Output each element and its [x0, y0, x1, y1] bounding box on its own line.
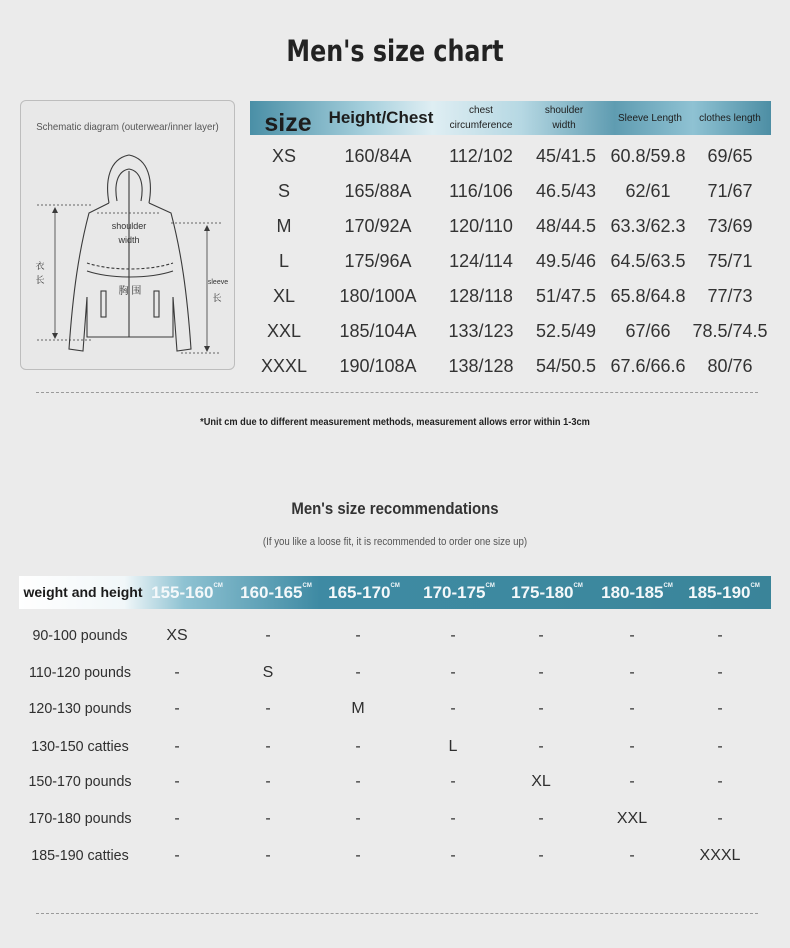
shoulder-width-label: shoulder width [111, 221, 147, 245]
header-weight-height: weight and height [23, 584, 143, 600]
recommendation-row [0, 618, 790, 654]
weight-label: 110-120 pounds [29, 664, 131, 681]
size-cell: 190/108A [339, 356, 417, 376]
unit-label: CM [213, 583, 223, 589]
size-cell: 160/84A [344, 146, 412, 166]
recommendation-cell: - [174, 847, 180, 864]
size-cell: 62/61 [625, 181, 671, 201]
size-cell: 67.6/66.6 [610, 356, 686, 376]
size-cell: 60.8/59.8 [610, 146, 686, 166]
weight-label: 185-190 catties [31, 847, 129, 864]
size-row [250, 314, 775, 349]
size-row [250, 244, 775, 279]
chest-label: 胸 围 [118, 286, 142, 297]
header-height-range [679, 576, 769, 609]
recommendation-cell: - [717, 700, 723, 717]
size-cell: 138/128 [448, 356, 514, 376]
divider [36, 392, 758, 393]
recommendation-row [0, 838, 790, 874]
size-cell: L [278, 251, 289, 271]
size-cell: 180/100A [339, 286, 417, 306]
recommendation-cell: XXL [616, 810, 648, 827]
size-cell: 120/110 [449, 216, 513, 236]
header-height-range [414, 576, 504, 609]
recommendation-cell: XS [166, 627, 188, 644]
recommendation-cell: - [538, 847, 544, 864]
recommendation-cell: - [629, 627, 635, 644]
recommendation-cell: - [174, 810, 180, 827]
size-cell: 165/88A [344, 181, 412, 201]
unit-label: CM [302, 583, 312, 589]
recommendation-cell: - [265, 773, 271, 790]
recommendation-cell: - [355, 810, 361, 827]
size-cell: 51/47.5 [535, 286, 597, 306]
recommendation-cell: - [717, 627, 723, 644]
header-height-range [142, 576, 232, 609]
size-cell: XS [271, 146, 296, 166]
schematic-diagram [20, 100, 235, 370]
size-cell: 170/92A [344, 216, 412, 236]
recommendation-cell: - [265, 847, 271, 864]
size-cell: M [276, 216, 292, 236]
unit-label: CM [663, 583, 673, 589]
recommendation-cell: XL [531, 773, 551, 790]
recommendation-cell: - [538, 810, 544, 827]
unit-label: CM [573, 583, 583, 589]
recommendation-cell: - [355, 773, 361, 790]
size-cell: 52.5/49 [535, 321, 597, 341]
size-cell: 71/67 [707, 181, 753, 201]
height-range-text: 170-175 [423, 583, 486, 602]
size-row [250, 174, 775, 209]
header-sleeve-length: Sleeve Length [618, 112, 682, 124]
recommendation-row [0, 764, 790, 800]
size-cell: 73/69 [707, 216, 753, 236]
header-size: size [264, 108, 312, 137]
header-height-range [592, 576, 682, 609]
recommendation-cell: - [717, 773, 723, 790]
recommendation-cell: - [629, 773, 635, 790]
recommendations-subtitle: (If you like a loose fit, it is recommended to order one size up) [262, 536, 528, 548]
recommendation-cell: - [174, 738, 180, 755]
recommendation-cell: - [538, 738, 544, 755]
recommendation-cell: - [355, 847, 361, 864]
size-cell: 78.5/74.5 [692, 321, 768, 341]
recommendation-cell: - [538, 700, 544, 717]
recommendation-cell: - [265, 627, 271, 644]
size-cell: 48/44.5 [535, 216, 597, 236]
size-chart-header [250, 101, 771, 135]
recommendation-cell: - [265, 700, 271, 717]
recommendation-cell: - [355, 627, 361, 644]
recommendation-row [0, 801, 790, 837]
size-cell: 80/76 [707, 356, 753, 376]
header-height-range [319, 576, 409, 609]
length-label-2: 长 [35, 275, 45, 285]
length-label-1: 衣 [35, 261, 45, 271]
recommendation-cell: L [448, 738, 458, 755]
size-cell: 128/118 [449, 286, 513, 306]
recommendation-cell: - [174, 773, 180, 790]
recommendation-cell: - [717, 738, 723, 755]
size-cell: 65.8/64.8 [610, 286, 686, 306]
recommendations-title: Men's size recommendations [291, 499, 499, 518]
size-row [250, 209, 775, 244]
recommendation-cell: - [450, 773, 456, 790]
unit-label: CM [390, 583, 400, 589]
size-row [250, 349, 775, 384]
height-range-text: 175-180 [511, 583, 574, 602]
weight-label: 170-180 pounds [28, 810, 132, 827]
recommendation-cell: - [538, 627, 544, 644]
size-cell: 54/50.5 [535, 356, 597, 376]
size-cell: 124/114 [449, 251, 513, 271]
recommendation-cell: - [717, 810, 723, 827]
recommendation-cell: XXXL [699, 847, 741, 864]
size-cell: 133/123 [448, 321, 514, 341]
header-height-chest: Height/Chest [328, 108, 434, 127]
size-cell: XL [272, 286, 296, 306]
recommendation-cell: - [265, 738, 271, 755]
header-height-range [502, 576, 592, 609]
unit-label: CM [750, 583, 760, 589]
recommendation-cell: - [629, 847, 635, 864]
header-height-range [231, 576, 321, 609]
recommendation-cell: - [717, 664, 723, 681]
recommendation-row [0, 729, 790, 765]
size-cell: 112/102 [449, 146, 513, 166]
measurement-note: *Unit cm due to different measurement methods, measurement allows error within 1-3cm [200, 416, 590, 428]
unit-label: CM [485, 583, 495, 589]
recommendation-cell: - [450, 627, 456, 644]
size-cell: 64.5/63.5 [610, 251, 686, 271]
height-range-text: 185-190 [688, 583, 751, 602]
size-cell: 63.3/62.3 [610, 216, 686, 236]
recommendation-cell: - [629, 700, 635, 717]
size-row [250, 139, 775, 174]
recommendation-cell: - [450, 664, 456, 681]
page-title: Men's size chart [286, 34, 504, 68]
recommendation-cell: M [351, 700, 365, 717]
size-cell: 75/71 [707, 251, 753, 271]
header-chest-circumference: chest circumference [449, 105, 513, 131]
recommendations-header [19, 576, 771, 609]
size-cell: 46.5/43 [535, 181, 597, 201]
height-range-text: 165-170 [328, 583, 391, 602]
size-cell: 116/106 [449, 181, 513, 201]
sleeve-label-2: 长 [212, 293, 222, 303]
weight-label: 130-150 catties [31, 738, 129, 755]
recommendation-cell: - [629, 738, 635, 755]
size-cell: S [277, 181, 290, 201]
size-row [250, 279, 775, 314]
recommendation-cell: - [450, 810, 456, 827]
divider-bottom [36, 913, 758, 914]
size-cell: 49.5/46 [535, 251, 597, 271]
size-cell: XXL [266, 321, 302, 341]
recommendation-row [0, 655, 790, 691]
recommendation-cell: - [450, 847, 456, 864]
height-range-text: 180-185 [601, 583, 664, 602]
recommendation-cell: - [355, 738, 361, 755]
weight-label: 150-170 pounds [28, 773, 132, 790]
sleeve-label-1: sleeve [207, 279, 229, 286]
size-cell: 77/73 [707, 286, 753, 306]
size-cell: 45/41.5 [535, 146, 597, 166]
weight-label: 120-130 pounds [28, 700, 132, 717]
recommendation-row [0, 691, 790, 727]
header-clothes-length: clothes length [699, 112, 761, 124]
size-cell: 67/66 [625, 321, 671, 341]
height-range-text: 160-165 [240, 583, 303, 602]
header-shoulder-width: shoulder width [544, 105, 584, 131]
size-cell: 175/96A [344, 251, 412, 271]
weight-label: 90-100 pounds [32, 627, 128, 644]
size-cell: 69/65 [707, 146, 753, 166]
recommendation-cell: - [538, 664, 544, 681]
diagram-caption: Schematic diagram (outerwear/inner layer) [36, 121, 219, 133]
recommendation-cell: - [355, 664, 361, 681]
recommendation-cell: S [262, 664, 274, 681]
recommendation-cell: - [174, 664, 180, 681]
height-range-text: 155-160 [151, 583, 214, 602]
recommendation-cell: - [450, 700, 456, 717]
recommendation-cell: - [174, 700, 180, 717]
size-cell: XXXL [260, 356, 308, 376]
size-cell: 185/104A [339, 321, 417, 341]
recommendation-cell: - [265, 810, 271, 827]
recommendation-cell: - [629, 664, 635, 681]
